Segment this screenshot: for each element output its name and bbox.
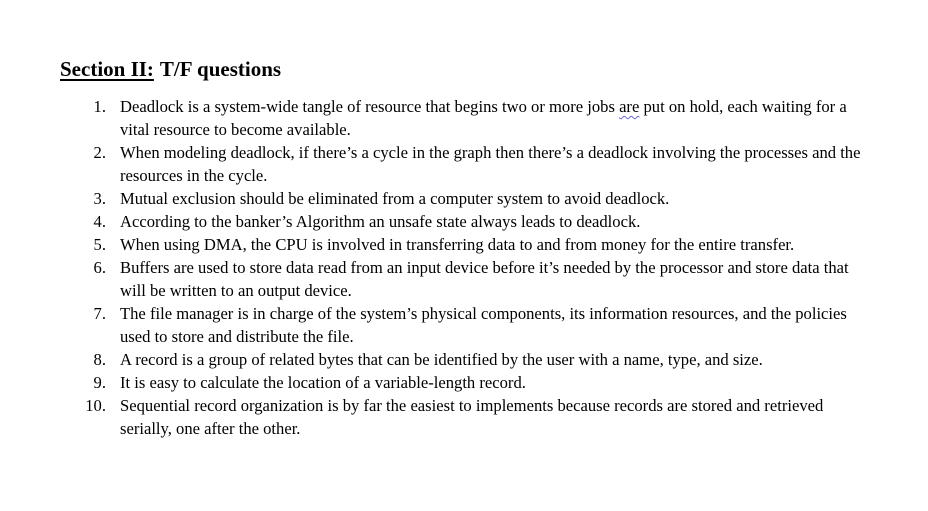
- section-topic: T/F questions: [159, 57, 282, 81]
- question-number: 10.: [85, 396, 106, 415]
- question-number: 9.: [93, 373, 106, 392]
- question-number: 3.: [93, 189, 106, 208]
- question-text: A record is a group of related bytes that can be identified by the user with a name, type, and size.: [120, 350, 763, 369]
- question-number: 1.: [93, 97, 106, 116]
- question-item: [0, 302, 928, 348]
- question-text: It is easy to calculate the location of a variable-length record.: [120, 373, 526, 392]
- question-text: [120, 95, 868, 141]
- question-item: [0, 394, 928, 440]
- question-item: [0, 210, 928, 233]
- question-number: 6.: [93, 258, 106, 277]
- question-item: [0, 95, 928, 141]
- question-item: [0, 348, 928, 371]
- question-number: 7.: [93, 304, 106, 323]
- question-text: When modeling deadlock, if there’s a cycle in the graph then there’s a deadlock involving the processes and the resources in the cycle.: [120, 143, 861, 185]
- question-number: 4.: [93, 212, 106, 231]
- section-heading: [60, 55, 281, 83]
- question-item: [0, 233, 928, 256]
- question-item: [0, 371, 928, 394]
- question-text: Buffers are used to store data read from an input device before it’s needed by the processor and store data that will be written to an output device.: [120, 258, 849, 300]
- question-item: [0, 256, 928, 302]
- grammar-flagged-word: are: [619, 97, 640, 116]
- question-text: According to the banker’s Algorithm an unsafe state always leads to deadlock.: [120, 212, 641, 231]
- question-text: When using DMA, the CPU is involved in transferring data to and from money for the entire transfer.: [120, 235, 795, 254]
- question-text-part: put on hold, each waiting for a vital resource to become available.: [120, 97, 847, 139]
- question-text: Sequential record organization is by far the easiest to implements because records are stored and retrieved serially, one after the other.: [120, 396, 824, 438]
- question-text: Mutual exclusion should be eliminated from a computer system to avoid deadlock.: [120, 189, 670, 208]
- question-item: [0, 187, 928, 210]
- question-text-part: Deadlock is a system-wide tangle of resource that begins two or more jobs: [120, 97, 620, 116]
- question-number: 8.: [93, 350, 106, 369]
- question-list: [0, 95, 928, 440]
- question-text: The file manager is in charge of the system’s physical components, its information resources, and the policies used to store and distribute the file.: [120, 304, 847, 346]
- question-item: [0, 141, 928, 187]
- question-number: 5.: [93, 235, 106, 254]
- question-number: 2.: [93, 143, 106, 162]
- section-label: Section II:: [60, 57, 154, 81]
